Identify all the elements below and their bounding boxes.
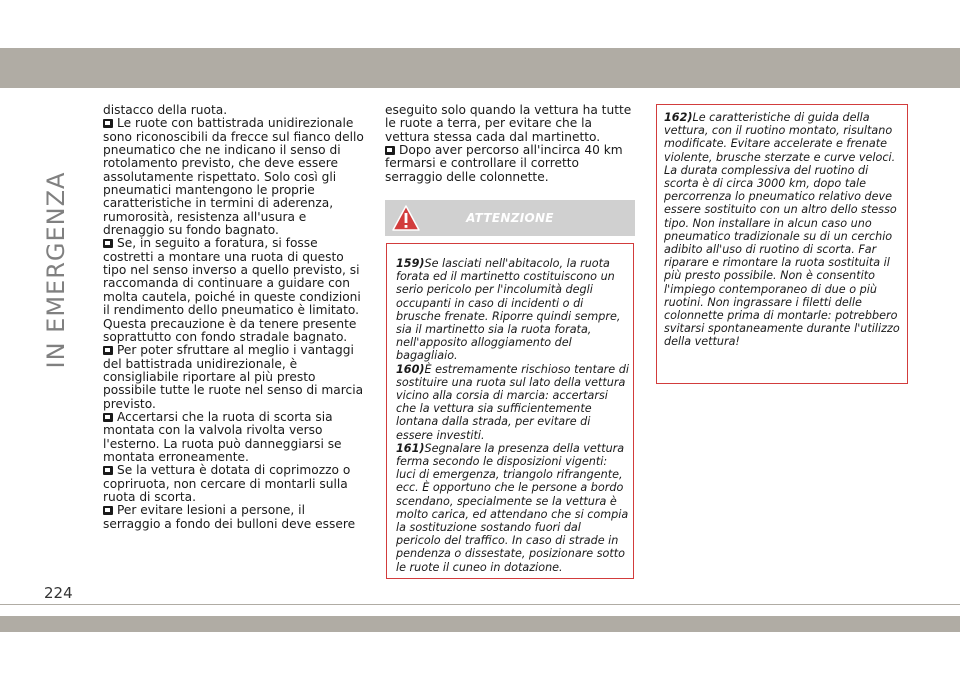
warning-item xyxy=(396,442,629,574)
warning-text: Se lasciati nell'abitacolo, la ruota forata ed il martinetto costituiscono un serio pericolo per l'incolumità degli occupanti in caso di incidenti o di brusche frenate. Riporre quindi sempre, sia il martinetto sia la ruota forata, nell'apposito alloggiamento del bagagliaio. xyxy=(396,257,621,363)
paragraph-text: Accertarsi che la ruota di scorta sia montata con la valvola rivolta verso l'esterno. La ruota può danneggiarsi se montata erroneamente. xyxy=(103,409,342,464)
paragraph xyxy=(103,411,365,464)
note-text: Le caratteristiche di guida della vettura, con il ruotino montato, risultano modificate. Evitare accelerate e frenate violente, brusche sterzate e curve veloci. La durata complessiva del ruotino di scorta è di circa 3000 km, dopo tale percorrenza lo pneumatico relativo deve essere sostituito con un altro dello stesso tipo. Non installare in alcun caso uno pneumatico tradizionale su di un cerchio adibito all'uso di ruotino di scorta. Far riparare e rimontare la ruota sostituita il più presto possibile. Non è consentito l'impiego contemporaneo di due o più ruotini. Non ingrassare i filetti delle colonnette prima di montarle: potrebbero svitarsi spontaneamente durante l'utilizzo della vettura! xyxy=(664,111,900,349)
paragraph xyxy=(103,237,365,344)
warning-ref: 161) xyxy=(396,441,425,455)
paragraph xyxy=(103,117,365,237)
warning-ref: 159) xyxy=(396,257,425,270)
warning-header xyxy=(385,200,635,236)
paragraph-text: Dopo aver percorso all'incirca 40 km fermarsi e controllare il corretto serraggio delle colonnette. xyxy=(385,143,623,184)
text-column-2 xyxy=(385,104,635,184)
paragraph-text: Le ruote con battistrada unidirezionale sono riconoscibili da frecce sul fianco dello pneumatico che ne indicano il senso di rotolamento previsto, che deve essere assolutamente rispettato. Solo così gli pneumatici mantengono le proprie caratteristiche in termini di aderenza, rumorosità, resistenza all'usura e drenaggio su fondo bagnato. xyxy=(103,116,364,238)
paragraph-text: Se la vettura è dotata di coprimozzo o copriruota, non cercare di montarli sulla ruota di scorta. xyxy=(103,463,351,504)
warning-item xyxy=(396,257,629,363)
bullet-square-icon xyxy=(103,466,113,475)
section-title-text: IN EMERGENZA xyxy=(42,171,70,369)
bullet-square-icon xyxy=(103,239,113,248)
paragraph xyxy=(103,104,365,117)
paragraph-text: Per evitare lesioni a persone, il serraggio a fondo dei bulloni deve essere xyxy=(103,503,356,531)
bullet-square-icon xyxy=(385,146,395,155)
warning-text: È estremamente rischioso tentare di sostituire una ruota sul lato della vettura vicino alla corsia di marcia: accertarsi che la vettura sia sufficientemente lontana dalla strada, per evitare di essere investiti. xyxy=(396,362,629,442)
warning-item xyxy=(396,363,629,442)
bottom-band xyxy=(0,616,960,632)
paragraph xyxy=(385,104,635,144)
bullet-square-icon xyxy=(103,119,113,128)
warning-ref: 160) xyxy=(396,362,425,376)
paragraph-text: Per poter sfruttare al meglio i vantaggi del battistrada unidirezionale, è consigliabile riportare al più presto possibile tutte le ruote nel senso di marcia previsto. xyxy=(103,343,364,411)
note-box xyxy=(656,104,908,384)
top-band xyxy=(0,48,960,88)
paragraph xyxy=(385,144,635,184)
note-ref: 162) xyxy=(664,111,693,124)
bullet-square-icon xyxy=(103,346,113,355)
paragraph-text: eseguito solo quando la vettura ha tutte le ruote a terra, per evitare che la vettura stessa cada dal martinetto. xyxy=(385,103,632,144)
bullet-square-icon xyxy=(103,506,113,515)
text-column-1 xyxy=(103,104,365,531)
bottom-divider xyxy=(0,604,960,605)
bullet-square-icon xyxy=(103,413,113,422)
warning-text: Segnalare la presenza della vettura ferma secondo le disposizioni vigenti: luci di emergenza, triangolo rifrangente, ecc. È opportuno che le persone a bordo scendano, specialmente se la vettura è molto carica, ed attendano che si compia la sostituzione sostando fuori dal pericolo del traffico. In caso di strade in pendenza o dissestate, posizionare sotto le ruote il cuneo in dotazione. xyxy=(396,441,629,574)
warning-box xyxy=(386,243,634,579)
paragraph-text: distacco della ruota. xyxy=(103,103,228,117)
note-item xyxy=(664,111,903,349)
paragraph-text: Se, in seguito a foratura, si fosse costretti a montare una ruota di questo tipo nel senso inverso a quello previsto, si raccomanda di continuare a guidare con molta cautela, poiché in queste condizioni il rendimento dello pneumatico è limitato. Questa precauzione è da tenere presente soprattutto con fondo stradale bagnato. xyxy=(103,236,361,344)
page-number: 224 xyxy=(44,584,73,602)
paragraph xyxy=(103,344,365,411)
paragraph xyxy=(103,464,365,504)
paragraph xyxy=(103,504,365,531)
warning-title: ATTENZIONE xyxy=(466,211,554,225)
